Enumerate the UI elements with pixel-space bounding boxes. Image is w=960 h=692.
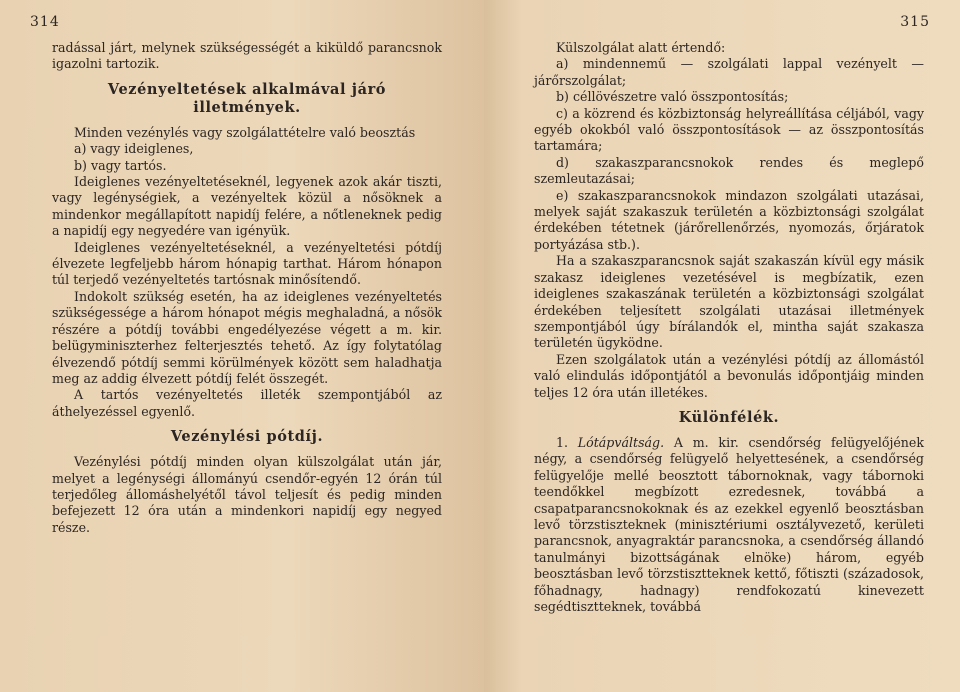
left-paragraph-3: Ideiglenes vezényeltetéseknél, legyenek azok akár tiszti, vagy legénységiek, a vezényeltek közül a nősöknek a mindenkor megállapított napidíj felére, a nőtleneknek pedig a napidíj egy negyedére van igényük. <box>52 174 442 239</box>
left-paragraph-2: Minden vezénylés vagy szolgálattételre való beosztás <box>74 124 416 140</box>
left-paragraph-4: Ideiglenes vezényeltetéseknél, a vezényeltetési pótdíj élvezete legfeljebb három hónapig tarthat. Három hónapon túl terjedő vezényeltetés tartósnak minősítendő. <box>52 239 442 288</box>
left-item-a: a) vagy ideiglenes, <box>74 141 194 157</box>
left-paragraph-5: Indokolt szükség esetén, ha az ideiglenes vezényeltetés szükségessége a három hónapot mégis meghaladná, a nősök részére a pótdíj további engedélyezése végett a m. kir. belügyminiszterhez felterjesztés tehető. Az így folytatólag élvezendő pótdíj semmi körülmények között sem haladhatja meg az addig élvezett pótdíj felét összegét. <box>52 288 442 386</box>
right-paragraph-2: Ha a szakaszparancsnok saját szakaszán kívül egy másik szakasz ideiglenes vezetésével is megbízatik, ezen ideiglenes szakaszának területén a közbiztonsági szolgálat érdekében teljesített szolgálati utazásai illetmények szempontjából úgy bírálandók el, mintha saját szakasza területén ügyködne. <box>534 253 924 351</box>
right-paragraph-1: Külszolgálat alatt értendő: <box>556 40 726 55</box>
right-heading: Különfélék. <box>678 408 780 426</box>
right-item-d: d) szakaszparancsnokok rendes és meglepő szemleutazásai; <box>534 154 924 187</box>
item-body: A m. kir. csendőrség felügyelőjének négy, a csendőrség felügyelő helyettesének, a csendőrség felügyelője mellé beosztott tábornoknak, vagy tábornoki teendőkkel megbízott ezredesnek, továbbá a csapatparancsnokoknak és az ezekkel egyenlő beosztásban levő törzstiszteknek (minisztériumi osztályvezető, kerületi parancsnok, anyagraktár parancsnoka, a csendőrség állandó tanulmányi bizottságának elnöke) három, egyéb beosztásban levő törzstisztteknek kettő, főtiszti (századosok, főhadnagy, hadnagy) rendfokozatú kinevezett segédtisztteknek, továbbá <box>534 434 924 614</box>
page-number-left: 314 <box>30 14 60 30</box>
left-heading-2: Vezénylési pótdíj. <box>170 428 324 446</box>
left-paragraph-7: Vezénylési pótdíj minden olyan külszolgálat után jár, melyet a legénységi állományú csendőr-egyén 12 órán túl terjedőleg állomáshelyétől távol teljesít és pedig minden befejezett 12 óra után a mindenkori napidíj egy negyed része. <box>52 454 442 535</box>
left-item-b: b) vagy tartós. <box>74 157 167 173</box>
right-item-a: a) mindennemű — szolgálati lappal vezényelt — járőrszolgálat; <box>534 56 924 88</box>
left-paragraph-1: radással járt, melynek szükségességét a kiküldő parancsnok igazolni tartozik. <box>52 40 442 72</box>
right-item-c: c) a közrend és közbiztonság helyreállítása céljából, vagy egyéb okokból való összpontosítások — az összpontosítás tartamára; <box>534 105 924 154</box>
right-paragraph-4 <box>534 435 924 615</box>
item-number: 1. <box>556 434 569 450</box>
right-item-b: b) céllövészetre való összpontosítás; <box>556 89 789 105</box>
right-item-e: e) szakaszparancsnokok mindazon szolgálati utazásai, melyek saját szakaszuk területén a közbiztonsági szolgálat érdekében tétetnek (járőrellenőrzés, nyomozás, őrjáratok portyázása stb.). <box>534 187 924 252</box>
right-paragraph-3: Ezen szolgálatok után a vezénylési pótdíj az állomástól való elindulás időpontjától a bevonulás időpontjáig minden teljes 12 óra után illetékes. <box>534 351 924 400</box>
page-number-right: 315 <box>900 14 930 30</box>
right-page <box>484 0 960 692</box>
left-paragraph-6: A tartós vezényeltetés illeték szempontjából az áthelyezéssel egyenlő. <box>52 387 442 419</box>
item-title: Lótápváltság. <box>577 434 665 450</box>
left-heading-1: Vezényeltetések alkalmával járó illetmények. <box>107 80 387 116</box>
